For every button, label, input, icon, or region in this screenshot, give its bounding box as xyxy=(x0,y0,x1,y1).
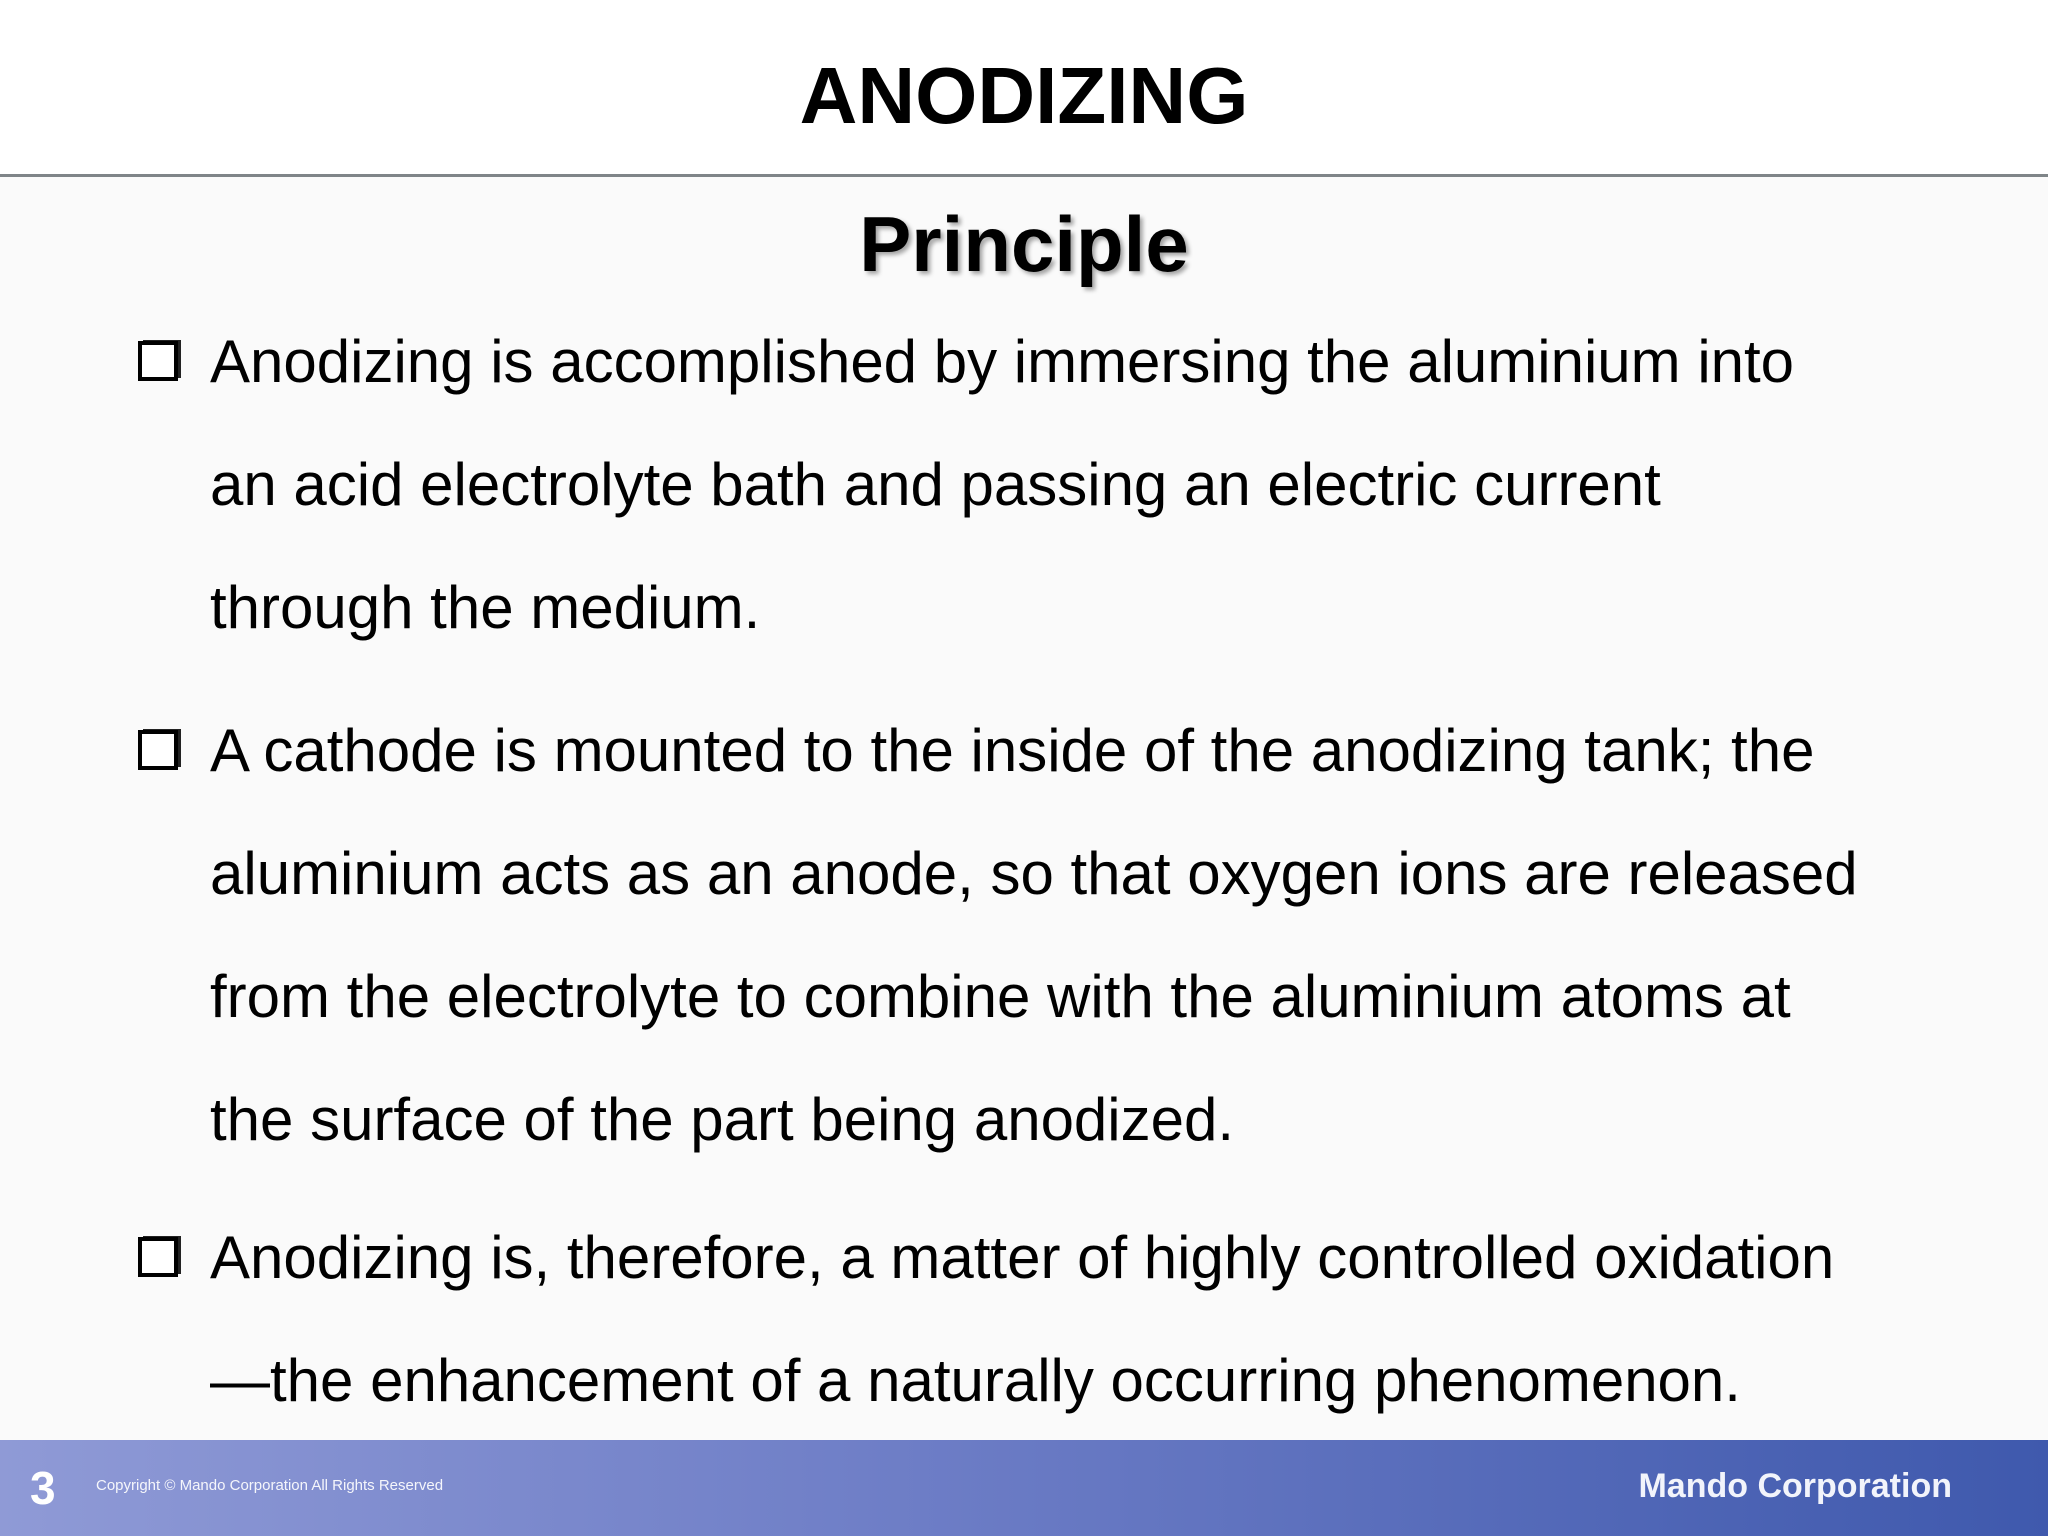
checkbox-icon xyxy=(138,727,184,773)
copyright-notice: Copyright © Mando Corporation All Rights Reserved xyxy=(96,1477,444,1494)
bullet-line: Anodizing is, therefore, a matter of highly controlled oxidation xyxy=(210,1224,1835,1291)
bullet-line: through the medium. xyxy=(210,574,761,641)
slide-footer xyxy=(0,1440,2048,1536)
bullet-text xyxy=(210,689,2010,1181)
bullet-line: Anodizing is accomplished by immersing the aluminium into xyxy=(210,328,1795,395)
checkbox-icon xyxy=(138,1234,184,1280)
bullet-text xyxy=(210,1196,2010,1442)
slide-header xyxy=(0,0,2048,176)
company-name: Mando Corporation xyxy=(1638,1467,1952,1505)
bullet-line: the surface of the part being anodized. xyxy=(210,1086,1235,1153)
bullet-line: aluminium acts as an anode, so that oxygen ions are released xyxy=(210,840,1858,907)
bullet-line: A cathode is mounted to the inside of the anodizing tank; the xyxy=(210,717,1815,784)
section-heading: Principle xyxy=(859,200,1189,288)
bullet-line: from the electrolyte to combine with the aluminium atoms at xyxy=(210,963,1791,1030)
slide-title: ANODIZING xyxy=(799,51,1249,140)
slide-number: 3 xyxy=(30,1462,56,1514)
bullet-line: an acid electrolyte bath and passing an electric current xyxy=(210,451,1661,518)
bullet-text xyxy=(210,300,2010,669)
bullet-line: —the enhancement of a naturally occurring phenomenon. xyxy=(210,1347,1741,1414)
checkbox-icon xyxy=(138,338,184,384)
